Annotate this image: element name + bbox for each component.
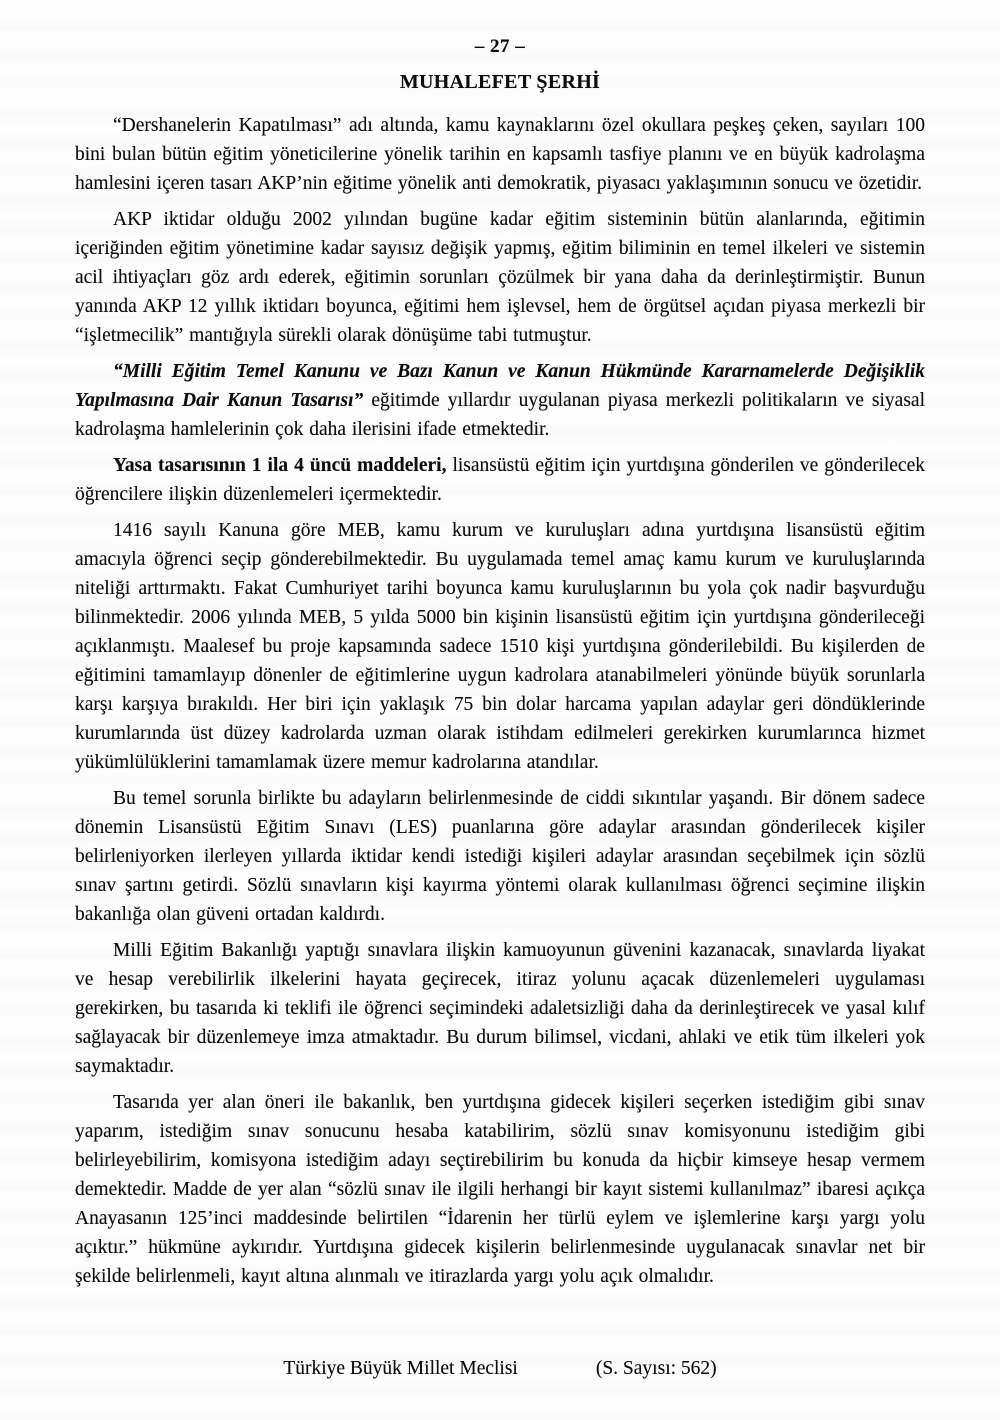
paragraph-akp-record: AKP iktidar olduğu 2002 yılından bugüne kadar eğitim sisteminin bütün alanlarında, eğitimin içeriğinden eğitim yönetimine kadar sayısız değişik yapmış, eğitim biliminin en temel ilkeleri ve sistemin acil ihtiyaçları göz ardı ederek, eğitimin sorunları çözülmek bir yana daha da derinleştirmiştir. Bunun yanında AKP 12 yıllık iktidarı boyunca, eğitimi hem işlevsel, hem de örgütsel açıdan piyasa merkezli bir “işletmecilik” mantığıyla sürekli olarak dönüşüme tabi tutmuştur. [75,209,925,346]
page-footer [0,1358,1000,1380]
paragraph-articles-1-4 [75,451,925,509]
paragraph-constitution-125: Tasarıda yer alan öneri ile bakanlık, ben yurtdışına gidecek kişileri seçerken istediğim gibi sınav yaparım, istediğim sınav sonucunu hesaba katabilirim, sözlü sınav komisyonunu istediğim gibi belirleyebilirim, komisyona istediğim adayı seçtirebilirim bu konuda da hiçbir kimseye hesap vermem demektedir. Madde de yer alan “sözlü sınav ile ilgili herhangi bir kayıt sistemi kullanılmaz” ibaresi açıkça Anayasanın 125’inci maddesinde belirtilen “İdarenin her türlü eylem ve işlemlerine karşı yargı yolu açıktır.” hükmüne aykırıdır. Yurtdışına gidecek kişilerin belirlenmesinde uygulanacak sınavlar net bir şekilde belirlenmeli, kayıt altına alınmalı ve itirazlarda yargı yolu açık olmalıdır. [75,1092,925,1287]
paragraph-ministry-criticism: Milli Eğitim Bakanlığı yaptığı sınavlara ilişkin kamuoyunun güvenini kazanacak, sınavlarda liyakat ve hesap verebilirlik ilkelerini hayata geçirecek, itiraz yolunu açacak düzenlemeleri uygulaması gerekirken, bu tasarıda ki teklifi ile öğrenci seçimindeki adaletsizliği daha da derinleştirecek ve yasal kılıf sağlayacak bir düzenlemeye imza atmaktadır. Bu durum bilimsel, vicdani, ahlaki ve etik tüm ilkeleri yok saymaktadır. [75,940,925,1077]
law-title-emphasis: “Milli Eğitim Temel Kanunu ve Bazı Kanun ve Kanun Hükmünde Kararnamelerde Değişiklik Yapılmasına Dair Kanun Tasarısı” [75,361,925,411]
page-number: – 27 – [474,36,526,57]
footer-document-number: (S. Sayısı: 562) [595,1358,717,1379]
law-title-rest: eğitimde yıllardır uygulanan piyasa merkezli politikaların ve siyasal kadrolaşma hamlelerinin çok daha ilerisini ifade etmektedir. [75,390,925,440]
paragraph-law-1416: 1416 sayılı Kanuna göre MEB, kamu kurum ve kuruluşları adına yurtdışına lisansüstü eğitim amacıyla öğrenci seçip gönderebilmektedir. Bu uygulamada temel amaç kamu kurum ve kuruluşlarında niteliği arttırmaktı. Fakat Cumhuriyet tarihi boyunca kamu kuruluşlarının bu yola çok nadir başvurduğu bilinmektedir. 2006 yılında MEB, 5 yılda 5000 bin kişinin lisansüstü eğitim için yurtdışına gönderileceği açıklanmıştı. Maalesef bu proje kapsamında sadece 1510 kişi yurtdışına gönderilebildi. Bu kişilerden de eğitimini tamamlayıp dönenler de eğitimlerine uygun kadrolara atanabilmeleri yönünde büyük sorunlarla karşı karşıya bırakıldı. Her biri için yaklaşık 75 bin dolar harcama yapılan adaylar geri döndüklerinde kurumlarında üst düzey kadrolarda uzman olarak istihdam edilmeleri gerekirken kurumlarınca hizmet yükümlülüklerini tamamlamak üzere memur kadrolarına atandılar. [75,520,925,773]
section-title: MUHALEFET ŞERHİ [399,71,601,93]
paragraph-intro: “Dershanelerin Kapatılması” adı altında, kamu kaynaklarını özel okullara peşkeş çeken, sayıları 100 bini bulan bütün eğitim yöneticilerine yönelik tarihin en kapsamlı tasfiye planını ve en büyük kadrolaşma hamlesini içeren tasarı AKP’nin eğitime yönelik anti demokratik, piyasacı yaklaşımının sonucu ve özetidir. [75,115,925,194]
footer-institution: Türkiye Büyük Millet Meclisi [283,1358,518,1379]
articles-lead-emphasis: Yasa tasarısının 1 ila 4 üncü maddeleri, [113,455,447,476]
paragraph-law-title [75,357,925,444]
paragraph-selection-problems: Bu temel sorunla birlikte bu adayların belirlenmesinde de ciddi sıkıntılar yaşandı. Bir dönem sadece dönemin Lisansüstü Eğitim Sınavı (LES) puanlarına göre adaylar arasından gönderilecek kişiler belirleniyorken ilerleyen yıllarda iktidar kendi istediği kişileri adaylar arasından seçebilmek için sözlü sınav şartını getirdi. Sözlü sınavların kişi kayırma yöntemi olarak kullanılması öğrenci seçimine ilişkin bakanlığa olan güveni ortadan kaldırdı. [75,788,925,925]
articles-lead-rest: lisansüstü eğitim için yurtdışına gönderilen ve gönderilecek öğrencilere ilişkin düzenlemeleri içermektedir. [75,455,925,505]
